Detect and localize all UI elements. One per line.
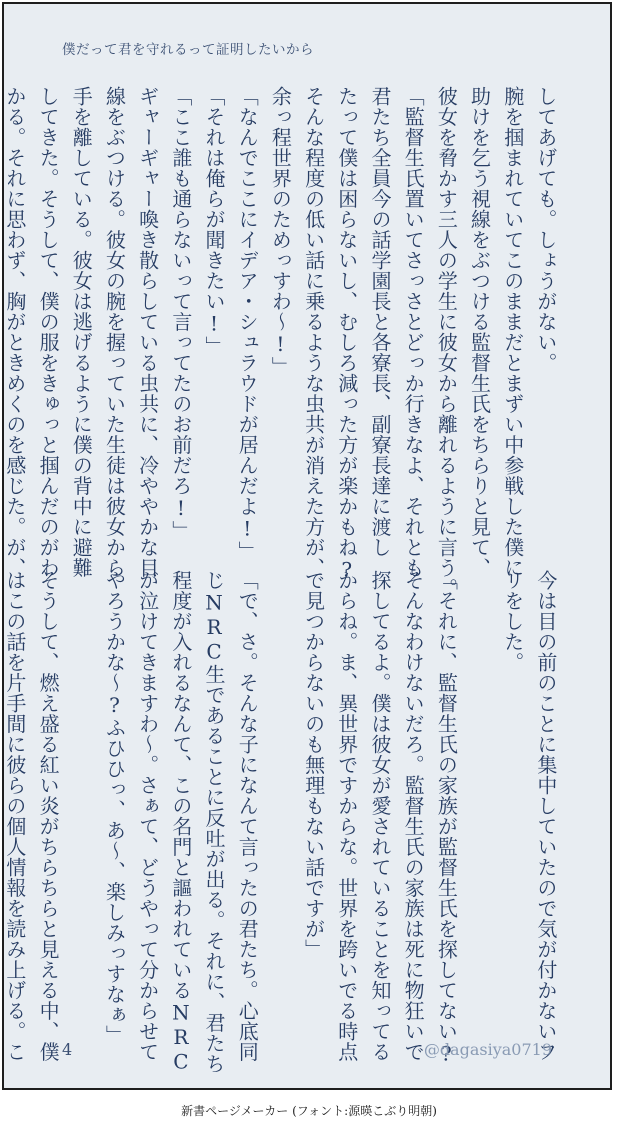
text-line: はこの話を片手間に彼らの個人情報を読み上げる。こ [2, 570, 27, 1062]
text-line: してきた。そうして、僕の服をきゅっと掴んだのがわ [36, 86, 61, 578]
text-line: やろうかな〜?ふひひっ、あ〜、楽しみっすなぁ」 [102, 570, 127, 1046]
generator-credit: 新書ページメーカー (フォント:源暎こぶり明朝) [181, 1104, 437, 1118]
text-line: 「で、さ。そんな子になんて言ったの君たち。心底同 [235, 570, 260, 1062]
text-line: 「なんでここにイデア・シュラウドが居んだよ!」 [235, 86, 260, 562]
text-line: そんな程度の低い話に乗るような虫共が消えた方が、 [301, 86, 326, 578]
upper-text-block [0, 86, 562, 599]
text-line: 助けを乞う視線をぶつける監督生氏をちらりと見て、 [467, 86, 492, 578]
chapter-title: 僕だって君を守れるって証明したいから [62, 42, 314, 58]
text-line: リをした。 [500, 570, 525, 673]
text-line: 「それに、監督生氏の家族が監督生氏を探してない? [434, 570, 459, 1066]
text-line: そんなわけないだろ。監督生氏の家族は死に物狂いで [401, 570, 426, 1062]
text-line: 探してるよ。僕は彼女が愛されていることを知ってる [367, 570, 392, 1062]
text-line: 余っ程世界のためっすわ〜!」 [268, 86, 293, 377]
text-line [266, 570, 293, 1010]
text-line: 今は目の前のことに集中していたので気が付かないフ [533, 570, 558, 1062]
text-line: 彼女を脅かす三人の学生に彼女から離れるように言う。 [434, 86, 459, 599]
text-line: ギャーギャー喚き散らしている虫共に、冷ややかな目 [135, 86, 160, 578]
page-number: 4 [62, 1040, 73, 1059]
text-line: 腕を掴まれていてこのままだとまずい中参戦した僕に [500, 86, 525, 578]
text-line: 「それは俺らが聞きたい!」 [202, 86, 227, 357]
text-line: が泣けてきますわ〜。さぁて、どうやって分からせて [135, 570, 160, 1062]
book-page [2, 2, 612, 1090]
text-line [67, 570, 94, 1010]
text-line: たって僕は困らないし、むしろ減った方が楽かもね? [334, 86, 359, 582]
text-line: じNRC生であることに反吐が出る。それに、君たち [202, 570, 227, 1074]
text-line: からね。ま、異世界ですからな。世界を跨いでる時点 [334, 570, 359, 1062]
author-handle: @dagasiya0719 [423, 1040, 552, 1059]
text-line: 程度が入れるなんて、この名門と謳われているNRC [168, 570, 193, 1074]
text-line: 線をぶつける。彼女の腕を握っていた生徒は彼女から [102, 86, 127, 578]
text-line: 手を離している。彼女は逃げるように僕の背中に避難 [69, 86, 94, 578]
text-line: 君たち全員今の話学園長と各寮長、副寮長達に渡し [367, 86, 392, 558]
text-line: 「ここ誰も通らないって言ってたのお前だろ!」 [168, 86, 193, 541]
text-line: そうして、燃え盛る紅い炎がちらちらと見える中、僕 [36, 570, 61, 1062]
text-line [466, 570, 493, 1010]
text-line: 「監督生氏置いてさっさとどっか行きなよ、それとも [401, 86, 426, 578]
text-line: で見つからないのも無理もない話ですが」 [301, 570, 326, 960]
text-line: してあげても。しょうがない。 [533, 86, 558, 373]
text-line: かる。それに思わず、胸がときめくのを感じた。が、 [2, 86, 27, 578]
